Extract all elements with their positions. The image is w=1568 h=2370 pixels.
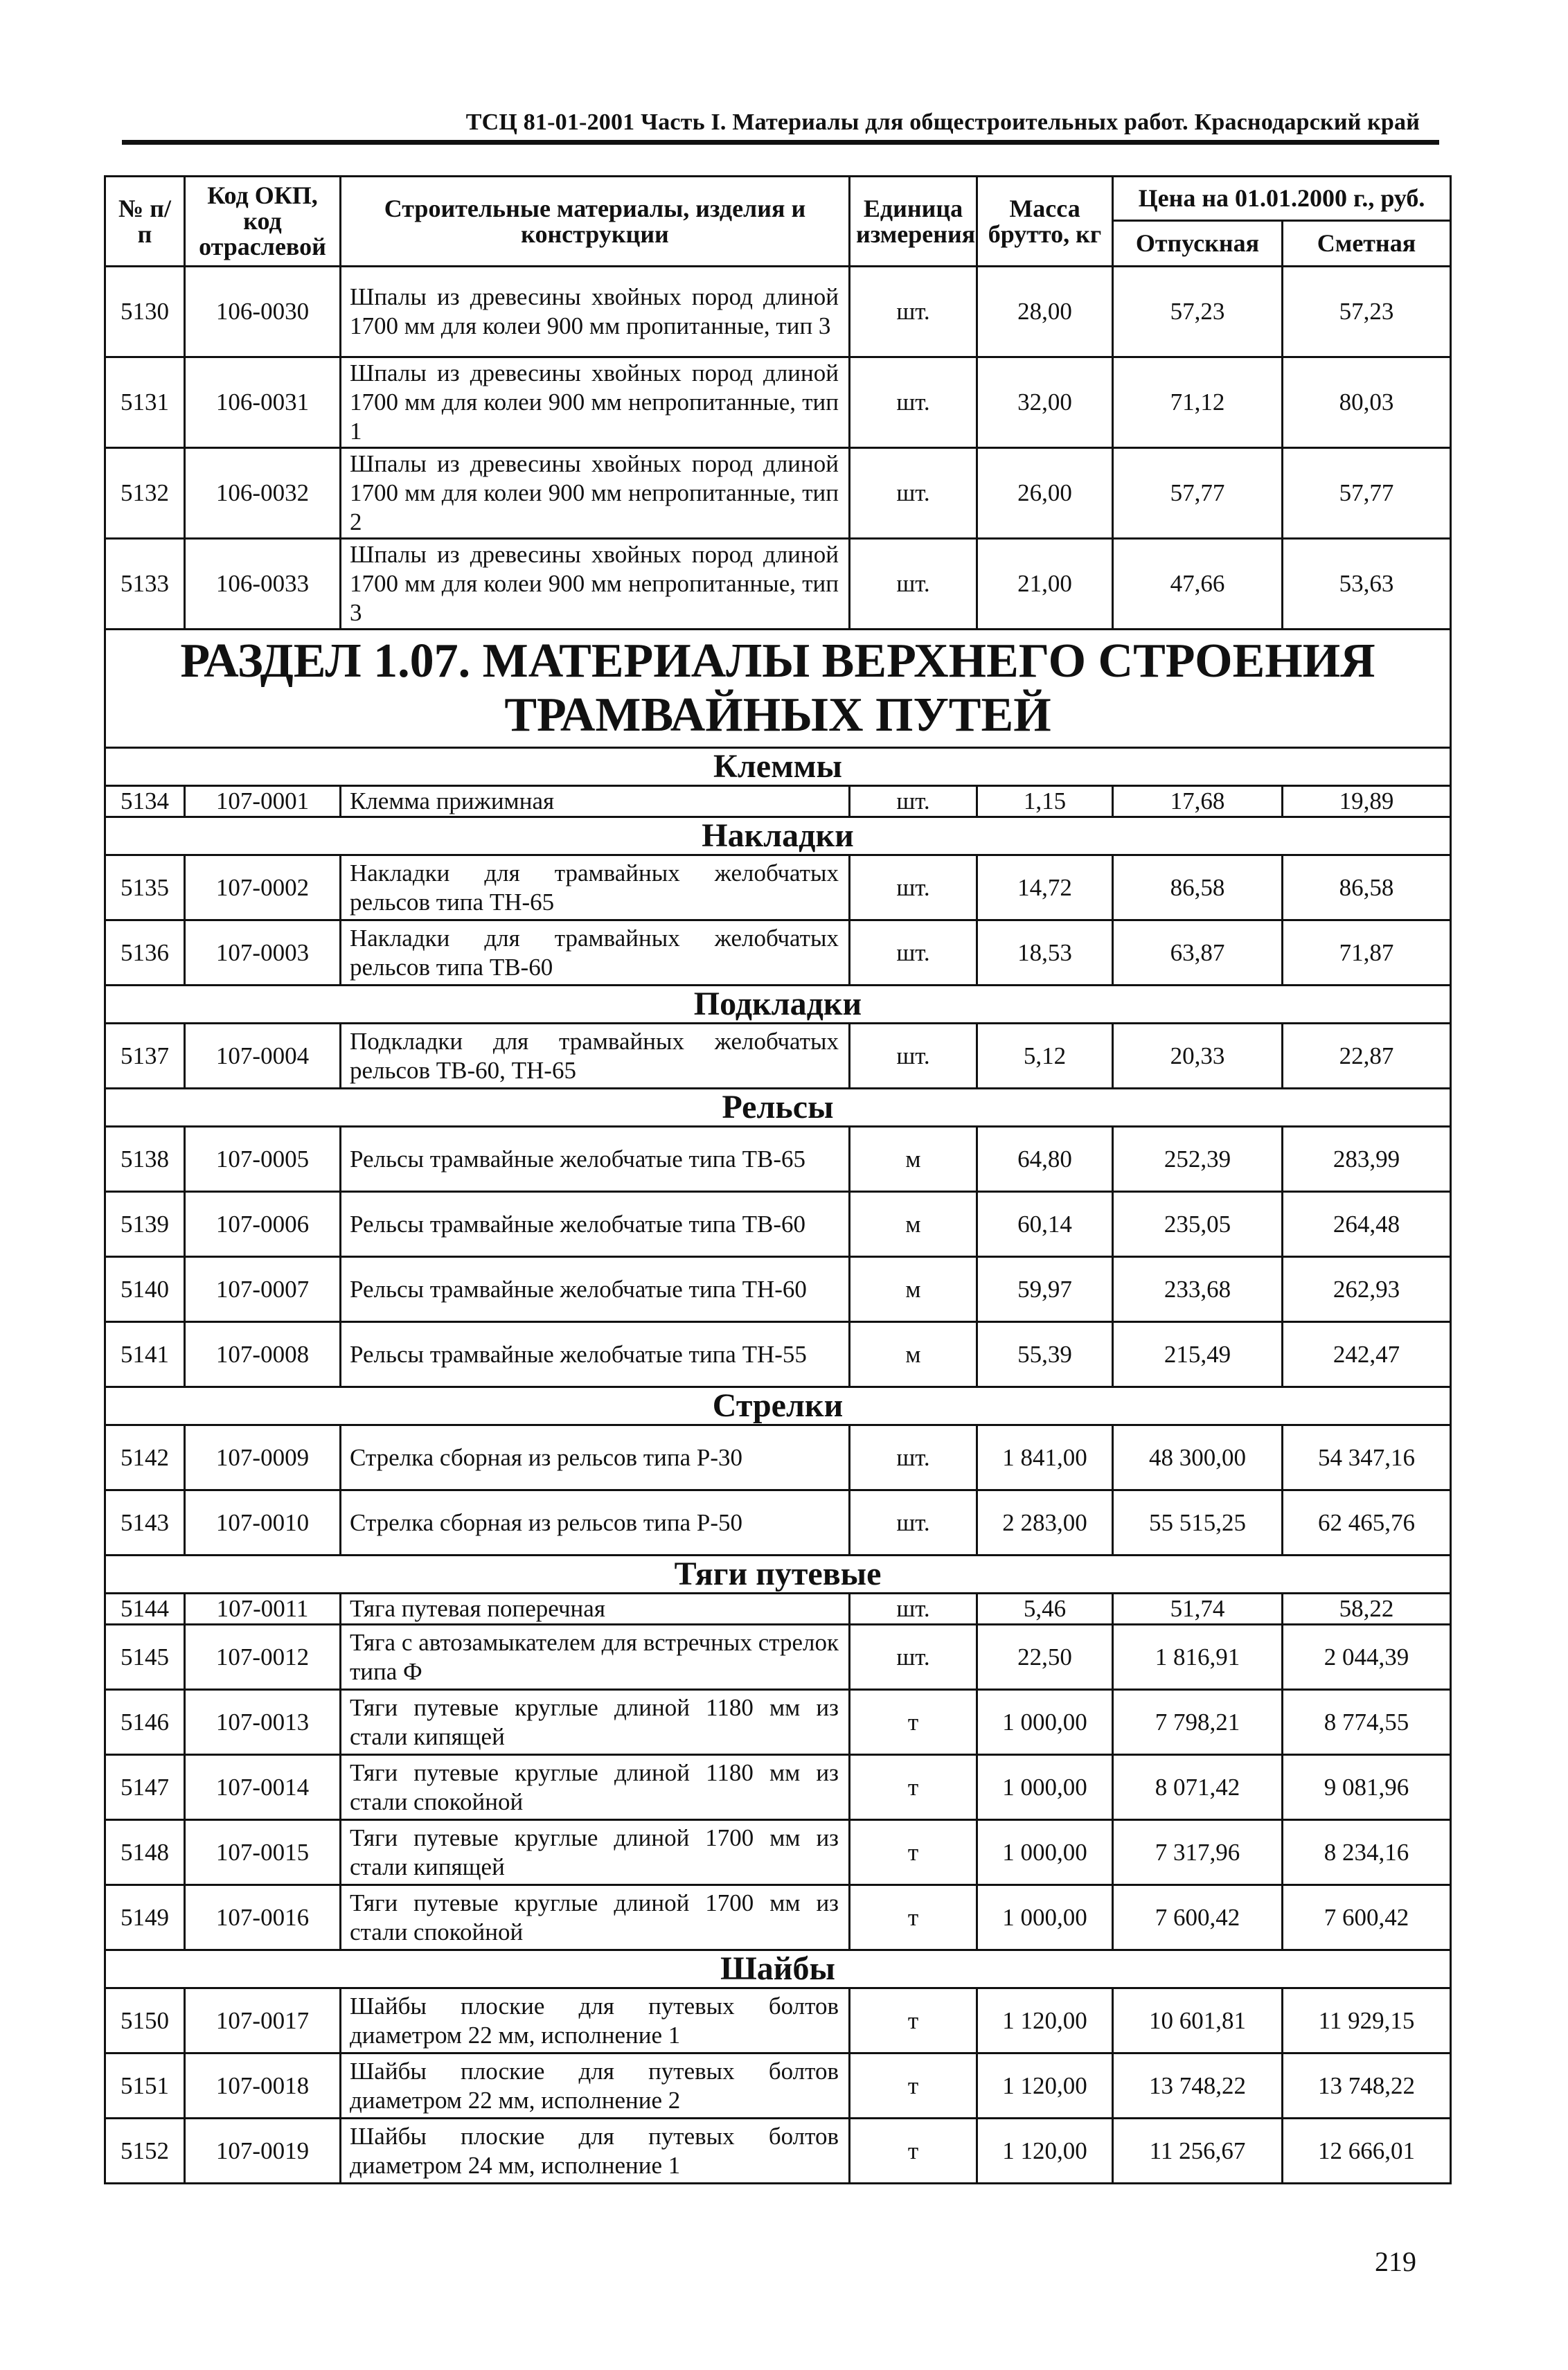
row-num-cell: 5132 bbox=[105, 448, 185, 539]
row-estimate-price-cell: 22,87 bbox=[1283, 1024, 1451, 1089]
row-name-cell: Тяга с автозамыкателем для встречных стрелок типа Ф bbox=[341, 1625, 850, 1690]
table-row bbox=[105, 539, 1451, 630]
row-estimate-price-cell: 19,89 bbox=[1283, 786, 1451, 817]
row-mass-cell: 1 120,00 bbox=[977, 2053, 1113, 2119]
row-mass-cell: 1 000,00 bbox=[977, 1820, 1113, 1885]
row-unit-cell: т bbox=[850, 1755, 977, 1820]
table-row bbox=[105, 448, 1451, 539]
row-name-cell: Стрелка сборная из рельсов типа Р-30 bbox=[341, 1425, 850, 1490]
row-name-cell: Шайбы плоские для путевых болтов диаметром 24 мм, исполнение 1 bbox=[341, 2119, 850, 2184]
table-row bbox=[105, 2119, 1451, 2184]
row-estimate-price-cell: 262,93 bbox=[1283, 1257, 1451, 1322]
row-estimate-price-cell: 71,87 bbox=[1283, 920, 1451, 986]
col-header-price-release: Отпускная bbox=[1113, 221, 1283, 267]
row-release-price-cell: 13 748,22 bbox=[1113, 2053, 1283, 2119]
row-mass-cell: 64,80 bbox=[977, 1127, 1113, 1192]
row-mass-cell: 1,15 bbox=[977, 786, 1113, 817]
row-name-cell: Рельсы трамвайные желобчатые типа ТН-60 bbox=[341, 1257, 850, 1322]
row-unit-cell: т bbox=[850, 1690, 977, 1755]
col-header-code: Код ОКП, код отраслевой bbox=[185, 177, 341, 267]
row-mass-cell: 5,12 bbox=[977, 1024, 1113, 1089]
row-name-cell: Тяга путевая поперечная bbox=[341, 1594, 850, 1625]
row-name-cell: Клемма прижимная bbox=[341, 786, 850, 817]
row-code-cell: 107-0014 bbox=[185, 1755, 341, 1820]
row-num-cell: 5142 bbox=[105, 1425, 185, 1490]
row-unit-cell: шт. bbox=[850, 920, 977, 986]
row-name-cell: Тяги путевые круглые длиной 1700 мм из стали спокойной bbox=[341, 1885, 850, 1950]
row-code-cell: 107-0002 bbox=[185, 855, 341, 920]
row-name-cell: Шайбы плоские для путевых болтов диаметром 22 мм, исполнение 1 bbox=[341, 1988, 850, 2053]
group-title: Подкладки bbox=[105, 986, 1451, 1024]
table-row bbox=[105, 1820, 1451, 1885]
group-header-row bbox=[105, 748, 1451, 786]
row-num-cell: 5147 bbox=[105, 1755, 185, 1820]
row-num-cell: 5135 bbox=[105, 855, 185, 920]
row-unit-cell: шт. bbox=[850, 1490, 977, 1556]
row-mass-cell: 22,50 bbox=[977, 1625, 1113, 1690]
row-estimate-price-cell: 8 774,55 bbox=[1283, 1690, 1451, 1755]
row-estimate-price-cell: 58,22 bbox=[1283, 1594, 1451, 1625]
col-header-mass: Масса брутто, кг bbox=[977, 177, 1113, 267]
row-estimate-price-cell: 242,47 bbox=[1283, 1322, 1451, 1387]
row-estimate-price-cell: 62 465,76 bbox=[1283, 1490, 1451, 1556]
row-unit-cell: т bbox=[850, 1820, 977, 1885]
row-release-price-cell: 47,66 bbox=[1113, 539, 1283, 630]
row-num-cell: 5140 bbox=[105, 1257, 185, 1322]
row-release-price-cell: 10 601,81 bbox=[1113, 1988, 1283, 2053]
row-name-cell: Стрелка сборная из рельсов типа Р-50 bbox=[341, 1490, 850, 1556]
row-unit-cell: шт. bbox=[850, 267, 977, 357]
row-code-cell: 106-0033 bbox=[185, 539, 341, 630]
table-row bbox=[105, 1425, 1451, 1490]
row-code-cell: 107-0008 bbox=[185, 1322, 341, 1387]
row-mass-cell: 14,72 bbox=[977, 855, 1113, 920]
table-header bbox=[105, 177, 1451, 267]
row-mass-cell: 1 841,00 bbox=[977, 1425, 1113, 1490]
row-name-cell: Шпалы из древесины хвойных пород длиной 1700 мм для колеи 900 мм пропитанные, тип 3 bbox=[341, 267, 850, 357]
group-header-row bbox=[105, 1387, 1451, 1425]
row-estimate-price-cell: 13 748,22 bbox=[1283, 2053, 1451, 2119]
header-title: ТСЦ 81-01-2001 Часть I. Материалы для общестроительных работ. Краснодарский край bbox=[465, 109, 1420, 135]
row-code-cell: 107-0019 bbox=[185, 2119, 341, 2184]
row-name-cell: Тяги путевые круглые длиной 1180 мм из стали кипящей bbox=[341, 1690, 850, 1755]
group-header-row bbox=[105, 817, 1451, 855]
row-name-cell: Рельсы трамвайные желобчатые типа ТН-55 bbox=[341, 1322, 850, 1387]
table-body-top bbox=[105, 267, 1451, 630]
row-num-cell: 5146 bbox=[105, 1690, 185, 1755]
row-release-price-cell: 86,58 bbox=[1113, 855, 1283, 920]
row-mass-cell: 1 000,00 bbox=[977, 1755, 1113, 1820]
table-row bbox=[105, 1625, 1451, 1690]
table-row bbox=[105, 855, 1451, 920]
row-release-price-cell: 7 798,21 bbox=[1113, 1690, 1283, 1755]
row-unit-cell: шт. bbox=[850, 1024, 977, 1089]
row-name-cell: Рельсы трамвайные желобчатые типа ТВ-60 bbox=[341, 1192, 850, 1257]
row-name-cell: Шпалы из древесины хвойных пород длиной 1700 мм для колеи 900 мм непропитанные, тип 3 bbox=[341, 539, 850, 630]
row-estimate-price-cell: 53,63 bbox=[1283, 539, 1451, 630]
row-mass-cell: 1 120,00 bbox=[977, 2119, 1113, 2184]
row-mass-cell: 1 120,00 bbox=[977, 1988, 1113, 2053]
row-code-cell: 107-0003 bbox=[185, 920, 341, 986]
row-num-cell: 5145 bbox=[105, 1625, 185, 1690]
row-code-cell: 107-0004 bbox=[185, 1024, 341, 1089]
row-mass-cell: 2 283,00 bbox=[977, 1490, 1113, 1556]
row-mass-cell: 1 000,00 bbox=[977, 1690, 1113, 1755]
group-title: Шайбы bbox=[105, 1950, 1451, 1988]
row-code-cell: 107-0013 bbox=[185, 1690, 341, 1755]
table-row bbox=[105, 2053, 1451, 2119]
row-release-price-cell: 7 600,42 bbox=[1113, 1885, 1283, 1950]
row-release-price-cell: 11 256,67 bbox=[1113, 2119, 1283, 2184]
row-estimate-price-cell: 2 044,39 bbox=[1283, 1625, 1451, 1690]
col-header-price-estimate: Сметная bbox=[1283, 221, 1451, 267]
table-row bbox=[105, 1322, 1451, 1387]
row-num-cell: 5137 bbox=[105, 1024, 185, 1089]
page-number: 219 bbox=[1375, 2246, 1416, 2277]
table-row bbox=[105, 786, 1451, 817]
row-num-cell: 5130 bbox=[105, 267, 185, 357]
table-row bbox=[105, 1755, 1451, 1820]
row-name-cell: Тяги путевые круглые длиной 1700 мм из стали кипящей bbox=[341, 1820, 850, 1885]
row-code-cell: 106-0031 bbox=[185, 357, 341, 448]
section-title-line1: РАЗДЕЛ 1.07. МАТЕРИАЛЫ ВЕРХНЕГО СТРОЕНИЯ bbox=[180, 634, 1375, 688]
row-unit-cell: шт. bbox=[850, 1425, 977, 1490]
group-title: Клеммы bbox=[105, 748, 1451, 786]
section-title-line2: ТРАМВАЙНЫХ ПУТЕЙ bbox=[504, 688, 1051, 742]
section-title bbox=[105, 630, 1451, 748]
row-mass-cell: 21,00 bbox=[977, 539, 1113, 630]
row-name-cell: Рельсы трамвайные желобчатые типа ТВ-65 bbox=[341, 1127, 850, 1192]
row-name-cell: Подкладки для трамвайных желобчатых рельсов ТВ-60, ТН-65 bbox=[341, 1024, 850, 1089]
row-num-cell: 5134 bbox=[105, 786, 185, 817]
row-unit-cell: шт. bbox=[850, 1594, 977, 1625]
row-name-cell: Шпалы из древесины хвойных пород длиной 1700 мм для колеи 900 мм непропитанные, тип 2 bbox=[341, 448, 850, 539]
row-estimate-price-cell: 12 666,01 bbox=[1283, 2119, 1451, 2184]
group-title: Рельсы bbox=[105, 1089, 1451, 1127]
row-mass-cell: 1 000,00 bbox=[977, 1885, 1113, 1950]
table-row bbox=[105, 357, 1451, 448]
row-code-cell: 107-0017 bbox=[185, 1988, 341, 2053]
row-code-cell: 107-0016 bbox=[185, 1885, 341, 1950]
group-header-row bbox=[105, 1556, 1451, 1594]
group-title: Тяги путевые bbox=[105, 1556, 1451, 1594]
group-title: Стрелки bbox=[105, 1387, 1451, 1425]
table-row bbox=[105, 1127, 1451, 1192]
row-estimate-price-cell: 57,77 bbox=[1283, 448, 1451, 539]
row-mass-cell: 26,00 bbox=[977, 448, 1113, 539]
row-unit-cell: м bbox=[850, 1127, 977, 1192]
row-unit-cell: м bbox=[850, 1257, 977, 1322]
table-row bbox=[105, 1690, 1451, 1755]
row-estimate-price-cell: 57,23 bbox=[1283, 267, 1451, 357]
row-num-cell: 5144 bbox=[105, 1594, 185, 1625]
group-header-row bbox=[105, 986, 1451, 1024]
row-unit-cell: шт. bbox=[850, 855, 977, 920]
row-code-cell: 107-0006 bbox=[185, 1192, 341, 1257]
table-row bbox=[105, 1192, 1451, 1257]
row-release-price-cell: 8 071,42 bbox=[1113, 1755, 1283, 1820]
row-unit-cell: шт. bbox=[850, 448, 977, 539]
col-header-name: Строительные материалы, изделия и конструкции bbox=[341, 177, 850, 267]
col-header-price-group: Цена на 01.01.2000 г., руб. bbox=[1113, 177, 1451, 221]
row-estimate-price-cell: 11 929,15 bbox=[1283, 1988, 1451, 2053]
row-release-price-cell: 57,23 bbox=[1113, 267, 1283, 357]
row-name-cell: Шпалы из древесины хвойных пород длиной 1700 мм для колеи 900 мм непропитанные, тип 1 bbox=[341, 357, 850, 448]
group-header-row bbox=[105, 1950, 1451, 1988]
row-num-cell: 5149 bbox=[105, 1885, 185, 1950]
table-body-groups bbox=[105, 748, 1451, 2184]
row-release-price-cell: 63,87 bbox=[1113, 920, 1283, 986]
row-release-price-cell: 71,12 bbox=[1113, 357, 1283, 448]
row-release-price-cell: 235,05 bbox=[1113, 1192, 1283, 1257]
row-unit-cell: т bbox=[850, 2119, 977, 2184]
row-num-cell: 5136 bbox=[105, 920, 185, 986]
page-header bbox=[122, 104, 1439, 145]
row-name-cell: Тяги путевые круглые длиной 1180 мм из стали спокойной bbox=[341, 1755, 850, 1820]
row-release-price-cell: 17,68 bbox=[1113, 786, 1283, 817]
row-unit-cell: м bbox=[850, 1322, 977, 1387]
row-code-cell: 107-0007 bbox=[185, 1257, 341, 1322]
table-row bbox=[105, 1024, 1451, 1089]
row-code-cell: 107-0011 bbox=[185, 1594, 341, 1625]
row-num-cell: 5138 bbox=[105, 1127, 185, 1192]
row-release-price-cell: 55 515,25 bbox=[1113, 1490, 1283, 1556]
row-estimate-price-cell: 8 234,16 bbox=[1283, 1820, 1451, 1885]
table-row bbox=[105, 1594, 1451, 1625]
row-code-cell: 107-0009 bbox=[185, 1425, 341, 1490]
row-release-price-cell: 215,49 bbox=[1113, 1322, 1283, 1387]
row-name-cell: Шайбы плоские для путевых болтов диаметром 22 мм, исполнение 2 bbox=[341, 2053, 850, 2119]
group-header-row bbox=[105, 1089, 1451, 1127]
row-unit-cell: шт. bbox=[850, 357, 977, 448]
materials-table bbox=[104, 175, 1452, 2184]
row-mass-cell: 55,39 bbox=[977, 1322, 1113, 1387]
group-title: Накладки bbox=[105, 817, 1451, 855]
row-estimate-price-cell: 7 600,42 bbox=[1283, 1885, 1451, 1950]
table-row bbox=[105, 1885, 1451, 1950]
table-row bbox=[105, 1257, 1451, 1322]
row-estimate-price-cell: 283,99 bbox=[1283, 1127, 1451, 1192]
row-mass-cell: 18,53 bbox=[977, 920, 1113, 986]
row-code-cell: 106-0032 bbox=[185, 448, 341, 539]
row-unit-cell: т bbox=[850, 1988, 977, 2053]
table-row bbox=[105, 1988, 1451, 2053]
row-code-cell: 107-0012 bbox=[185, 1625, 341, 1690]
row-num-cell: 5141 bbox=[105, 1322, 185, 1387]
row-code-cell: 107-0001 bbox=[185, 786, 341, 817]
row-num-cell: 5131 bbox=[105, 357, 185, 448]
row-unit-cell: т bbox=[850, 1885, 977, 1950]
table-row bbox=[105, 267, 1451, 357]
row-code-cell: 107-0015 bbox=[185, 1820, 341, 1885]
col-header-num: № п/п bbox=[105, 177, 185, 267]
row-estimate-price-cell: 9 081,96 bbox=[1283, 1755, 1451, 1820]
col-header-unit: Единица измерения bbox=[850, 177, 977, 267]
row-release-price-cell: 7 317,96 bbox=[1113, 1820, 1283, 1885]
row-estimate-price-cell: 80,03 bbox=[1283, 357, 1451, 448]
row-name-cell: Накладки для трамвайных желобчатых рельсов типа ТВ-60 bbox=[341, 920, 850, 986]
row-release-price-cell: 20,33 bbox=[1113, 1024, 1283, 1089]
row-num-cell: 5139 bbox=[105, 1192, 185, 1257]
row-release-price-cell: 57,77 bbox=[1113, 448, 1283, 539]
row-num-cell: 5143 bbox=[105, 1490, 185, 1556]
row-code-cell: 106-0030 bbox=[185, 267, 341, 357]
row-release-price-cell: 1 816,91 bbox=[1113, 1625, 1283, 1690]
row-num-cell: 5133 bbox=[105, 539, 185, 630]
row-code-cell: 107-0005 bbox=[185, 1127, 341, 1192]
row-estimate-price-cell: 264,48 bbox=[1283, 1192, 1451, 1257]
row-code-cell: 107-0018 bbox=[185, 2053, 341, 2119]
table-row bbox=[105, 1490, 1451, 1556]
row-mass-cell: 5,46 bbox=[977, 1594, 1113, 1625]
row-release-price-cell: 51,74 bbox=[1113, 1594, 1283, 1625]
row-mass-cell: 32,00 bbox=[977, 357, 1113, 448]
row-release-price-cell: 48 300,00 bbox=[1113, 1425, 1283, 1490]
row-release-price-cell: 252,39 bbox=[1113, 1127, 1283, 1192]
row-mass-cell: 60,14 bbox=[977, 1192, 1113, 1257]
row-unit-cell: шт. bbox=[850, 1625, 977, 1690]
row-estimate-price-cell: 54 347,16 bbox=[1283, 1425, 1451, 1490]
row-release-price-cell: 233,68 bbox=[1113, 1257, 1283, 1322]
row-num-cell: 5152 bbox=[105, 2119, 185, 2184]
section-heading bbox=[105, 630, 1451, 748]
table-row bbox=[105, 920, 1451, 986]
row-unit-cell: шт. bbox=[850, 539, 977, 630]
row-num-cell: 5150 bbox=[105, 1988, 185, 2053]
row-unit-cell: т bbox=[850, 2053, 977, 2119]
row-estimate-price-cell: 86,58 bbox=[1283, 855, 1451, 920]
row-code-cell: 107-0010 bbox=[185, 1490, 341, 1556]
row-unit-cell: шт. bbox=[850, 786, 977, 817]
row-num-cell: 5148 bbox=[105, 1820, 185, 1885]
row-mass-cell: 59,97 bbox=[977, 1257, 1113, 1322]
row-unit-cell: м bbox=[850, 1192, 977, 1257]
row-num-cell: 5151 bbox=[105, 2053, 185, 2119]
row-mass-cell: 28,00 bbox=[977, 267, 1113, 357]
row-name-cell: Накладки для трамвайных желобчатых рельсов типа ТН-65 bbox=[341, 855, 850, 920]
